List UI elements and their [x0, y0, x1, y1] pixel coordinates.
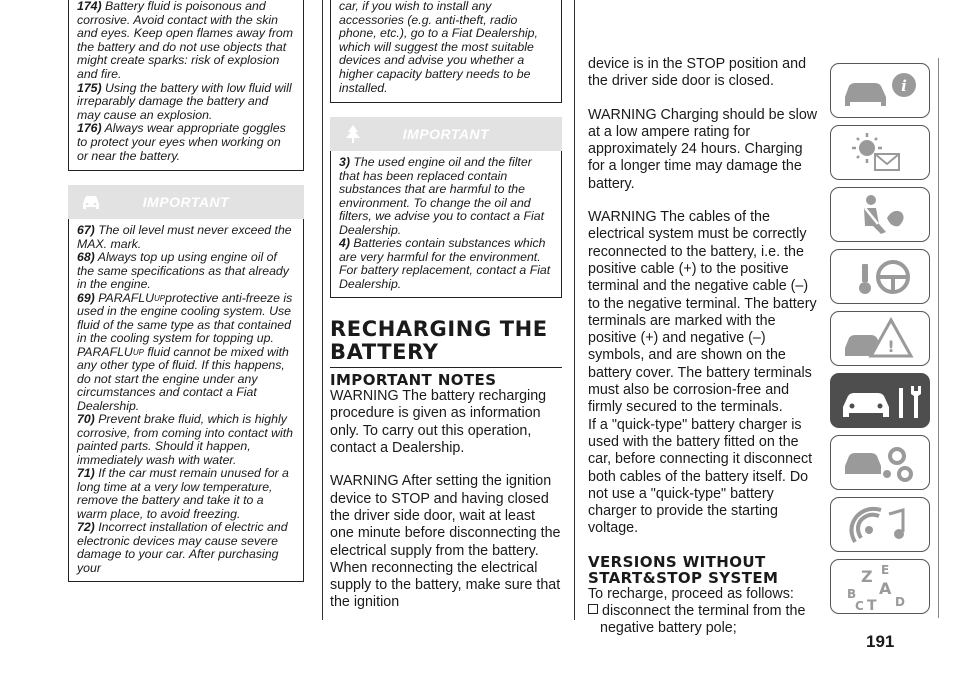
important-header [330, 117, 562, 151]
tabs-divider [938, 58, 939, 618]
svg-text:B: B [847, 587, 857, 601]
side-tab-safety[interactable] [830, 187, 930, 242]
index-alphabet-icon [831, 560, 931, 615]
svg-text:A: A [879, 579, 892, 598]
body-paragraph: WARNING After setting the ignition device to STOP and having closed the driver side door, wait at least one minute before disconnecting the electrical supply from the battery. When reconnecting the electrical supply to the battery, make sure that the ignition [330, 473, 561, 611]
important-item: 67) The oil level must never exceed the MAX. mark. [77, 223, 292, 251]
technical-data-icon [831, 436, 931, 491]
side-tab-maintenance[interactable] [830, 373, 930, 428]
dashboard-lights-icon [831, 126, 931, 181]
body-paragraph: WARNING The battery recharging procedure is given as information only. To carry out this operation, contact a Dealership. [330, 388, 547, 457]
important-item: 4) Batteries contain substances which are very harmful for the environment. For battery replacement, contact a Fiat Dealership. [339, 236, 551, 291]
important-header [68, 185, 304, 219]
important-box [68, 219, 304, 582]
important-title: IMPORTANT [402, 126, 490, 143]
heading-rule [330, 367, 562, 368]
important-item: 69) $PARAFLU^{UP}protective$ anti-freeze is used in the engine cooling system. Use fluid of the same type as that contained in the cooling system for topping up. $PARAFLU^{UP}$ fluid cannot be mixed with any other type of fluid. If this happens, do not start the engine under any circumstances and contact a Fiat Dealership. [77, 290, 293, 413]
body-paragraph: WARNING Charging should be slow at a low ampere rating for approximately 24 hours. Charging for a longer time may damage the battery. [588, 106, 818, 192]
checkbox-bullet-icon [588, 604, 598, 614]
side-tab-dashboard-lights[interactable] [830, 125, 930, 180]
body-paragraph: WARNING The cables of the electrical system must be correctly reconnected to the battery, i.e. the positive cable (+) to the positive terminal and the negative cable (–) to the negative terminal. The battery terminals are marked with the positive (+) and negative (–) symbols, and are shown on the battery cover. The battery terminals must also be corrosion-free and firmly secured to the terminals. [588, 209, 817, 416]
body-paragraph: device is in the STOP position and the driver side door is closed. [588, 56, 807, 90]
car-info-icon [831, 64, 931, 119]
svg-text:!: ! [887, 337, 895, 356]
key-steering-wheel-icon [831, 250, 931, 305]
important-title: IMPORTANT [142, 194, 230, 211]
warning-item: 176) Always wear appropriate goggles to protect your eyes when working on or near the battery. [77, 121, 286, 163]
subsection-heading: IMPORTANT NOTES [330, 371, 497, 390]
important-box [330, 151, 562, 298]
subsection-heading: VERSIONS WITHOUT START&STOP SYSTEM [588, 552, 779, 587]
body-paragraph: If a "quick-type" battery charger is used with the battery fitted on the car, before connecting it disconnect both cables of the battery itself. Do not use a "quick-type" battery charger to provide the starting voltage. [588, 416, 813, 537]
side-tab-index[interactable] [830, 559, 930, 614]
svg-text:i: i [901, 77, 907, 95]
svg-text:Z: Z [861, 567, 873, 586]
warning-item: 174) Battery fluid is poisonous and corrosive. Avoid contact with the skin and eyes. Keep open flames away from the battery and do not use objects that might create sparks: risk of explosion and fire. [77, 0, 294, 81]
important-item: 72) Incorrect installation of electric and electronic devices may cause severe damage to your car. After purchasing your [77, 520, 288, 575]
right-column [588, 56, 820, 638]
svg-text:E: E [881, 563, 890, 577]
multimedia-icon [831, 498, 931, 553]
column-divider [322, 0, 323, 620]
side-tab-car-info[interactable] [830, 63, 930, 118]
column-divider [574, 0, 575, 620]
continued-text: car, if you wish to install any accessories (e.g. anti-theft, radio phone, etc.), go to a Fiat Dealership, which will suggest the most suitable devices and advise you whether a higher capacity battery needs to be installed. [339, 0, 538, 95]
car-maintenance-icon [831, 374, 931, 429]
bullet-item: disconnect the terminal from the negative battery pole; [588, 603, 820, 638]
svg-text:T: T [867, 598, 877, 614]
emergency-warning-icon [831, 312, 931, 367]
important-item: 70) Prevent brake fluid, which is highly corrosive, from coming into contact with painted parts. Should it happen, immediately wash with water. [77, 412, 293, 467]
page-number: 191 [866, 632, 895, 651]
svg-text:D: D [895, 595, 905, 609]
middle-column [330, 0, 562, 612]
side-tab-multimedia[interactable] [830, 497, 930, 552]
warnings-box [68, 0, 304, 171]
continued-box [330, 0, 562, 103]
important-item: 71) If the car must remain unused for a long time at a very low temperature, remove the battery and take it to a warm place, to avoid freezing. [77, 466, 289, 521]
svg-text:C: C [855, 599, 864, 613]
body-paragraph: To recharge, proceed as follows: [588, 585, 794, 602]
left-column [68, 0, 304, 582]
side-tab-technical-data[interactable] [830, 435, 930, 490]
side-tab-emergency[interactable] [830, 311, 930, 366]
side-tab-starting-driving[interactable] [830, 249, 930, 304]
seatbelt-airbag-icon [831, 188, 931, 243]
important-item: 3) The used engine oil and the filter that has been replaced contain substances that are harmful to the environment. To change the oil and filters, we advise you to contact a Fiat Dealership. [339, 155, 545, 237]
warning-item: 175) Using the battery with low fluid will irreparably damage the battery and may cause an explosion. [77, 80, 292, 122]
section-heading: RECHARGING THE BATTERY [330, 317, 548, 365]
important-item: 68) Always top up using engine oil of the same specifications as that already in the engine. [77, 250, 289, 292]
